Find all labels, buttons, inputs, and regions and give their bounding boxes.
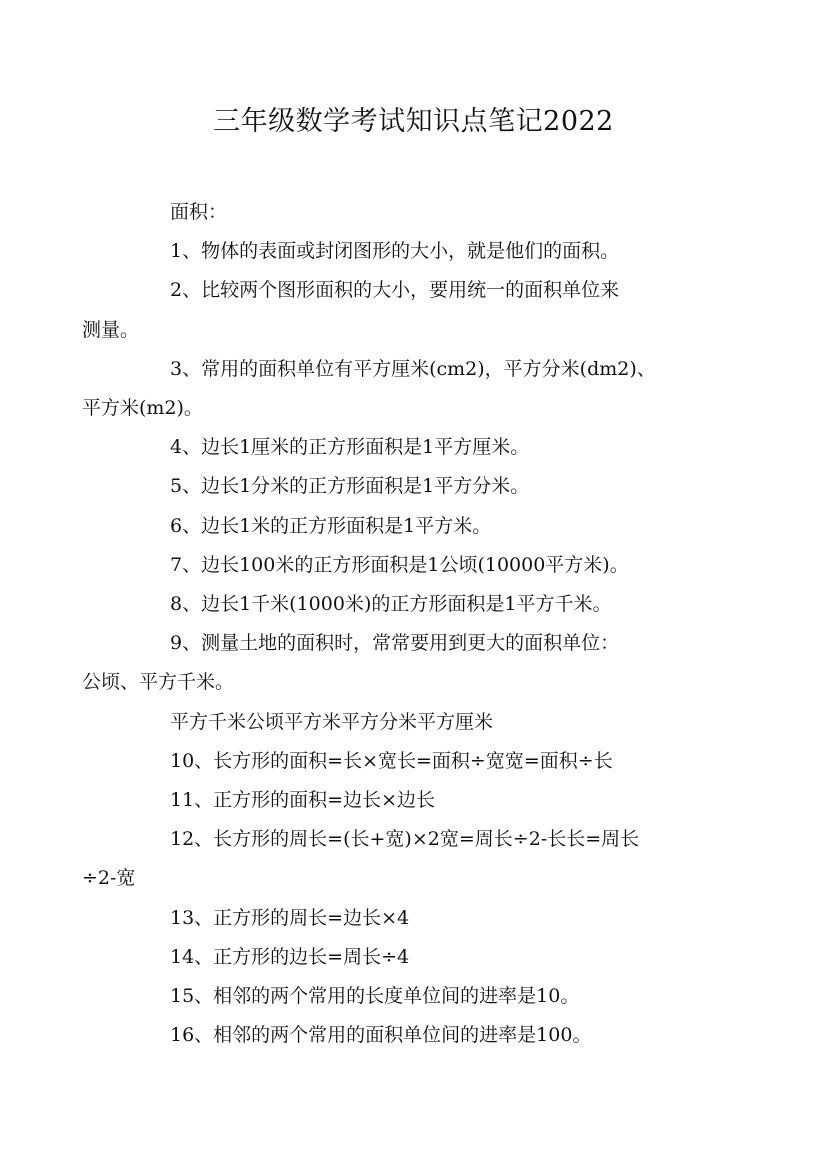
paragraph-line: 面积： xyxy=(170,201,228,223)
paragraph xyxy=(126,467,716,506)
paragraph-line: 10、长方形的面积=长×宽长=面积÷宽宽=面积÷长 xyxy=(170,749,613,772)
paragraph xyxy=(126,899,716,938)
paragraph-line: 平方千米公顷平方米平方分米平方厘米 xyxy=(170,710,494,733)
document-title: 三年级数学考试知识点笔记2022 xyxy=(213,106,614,137)
paragraph xyxy=(126,938,716,977)
paragraph-line: 13、正方形的周长=边长×4 xyxy=(170,906,410,929)
paragraph xyxy=(126,546,716,585)
paragraph-line: 11、正方形的面积=边长×边长 xyxy=(170,789,436,812)
paragraph xyxy=(82,271,716,349)
paragraph xyxy=(126,703,716,742)
paragraph xyxy=(126,193,716,232)
paragraph-continuation-line: 平方米(m2)。 xyxy=(82,397,203,420)
document-body xyxy=(82,193,716,1055)
paragraph-line: 4、边长1厘米的正方形面积是1平方厘米。 xyxy=(170,436,530,459)
paragraph-line: 9、测量土地的面积时，常常要用到更大的面积单位： xyxy=(170,632,620,655)
paragraph xyxy=(82,350,716,428)
paragraph-line: 2、比较两个图形面积的大小，要用统一的面积单位来 xyxy=(170,279,620,302)
paragraph xyxy=(126,1016,716,1055)
paragraph-line: 15、相邻的两个常用的长度单位间的进率是10。 xyxy=(170,985,580,1008)
paragraph xyxy=(82,820,716,898)
paragraph xyxy=(126,742,716,781)
paragraph-line: 5、边长1分米的正方形面积是1平方分米。 xyxy=(170,475,530,498)
paragraph xyxy=(126,781,716,820)
paragraph xyxy=(126,428,716,467)
paragraph-continuation-line: 公顷、平方千米。 xyxy=(82,671,235,694)
paragraph-line: 1、物体的表面或封闭图形的大小，就是他们的面积。 xyxy=(170,240,620,263)
paragraph-line: 12、长方形的周长=(长+宽)×2宽=周长÷2-长长=周长 xyxy=(170,828,640,851)
paragraph xyxy=(126,232,716,271)
paragraph xyxy=(82,624,716,702)
paragraph-continuation-line: ÷2-宽 xyxy=(82,867,136,890)
paragraph xyxy=(126,977,716,1016)
paragraph-line: 7、边长100米的正方形面积是1公顷(10000平方米)。 xyxy=(170,553,629,576)
paragraph-line: 3、常用的面积单位有平方厘米(cm2)，平方分米(dm2)、 xyxy=(170,357,656,380)
paragraph xyxy=(126,585,716,624)
paragraph-line: 16、相邻的两个常用的面积单位间的进率是100。 xyxy=(170,1024,592,1047)
paragraph-line: 8、边长1千米(1000米)的正方形面积是1平方千米。 xyxy=(170,593,612,616)
paragraph-line: 6、边长1米的正方形面积是1平方米。 xyxy=(170,514,492,537)
paragraph-continuation-line: 测量。 xyxy=(82,318,140,341)
paragraph xyxy=(126,507,716,546)
paragraph-line: 14、正方形的边长=周长÷4 xyxy=(170,945,410,968)
